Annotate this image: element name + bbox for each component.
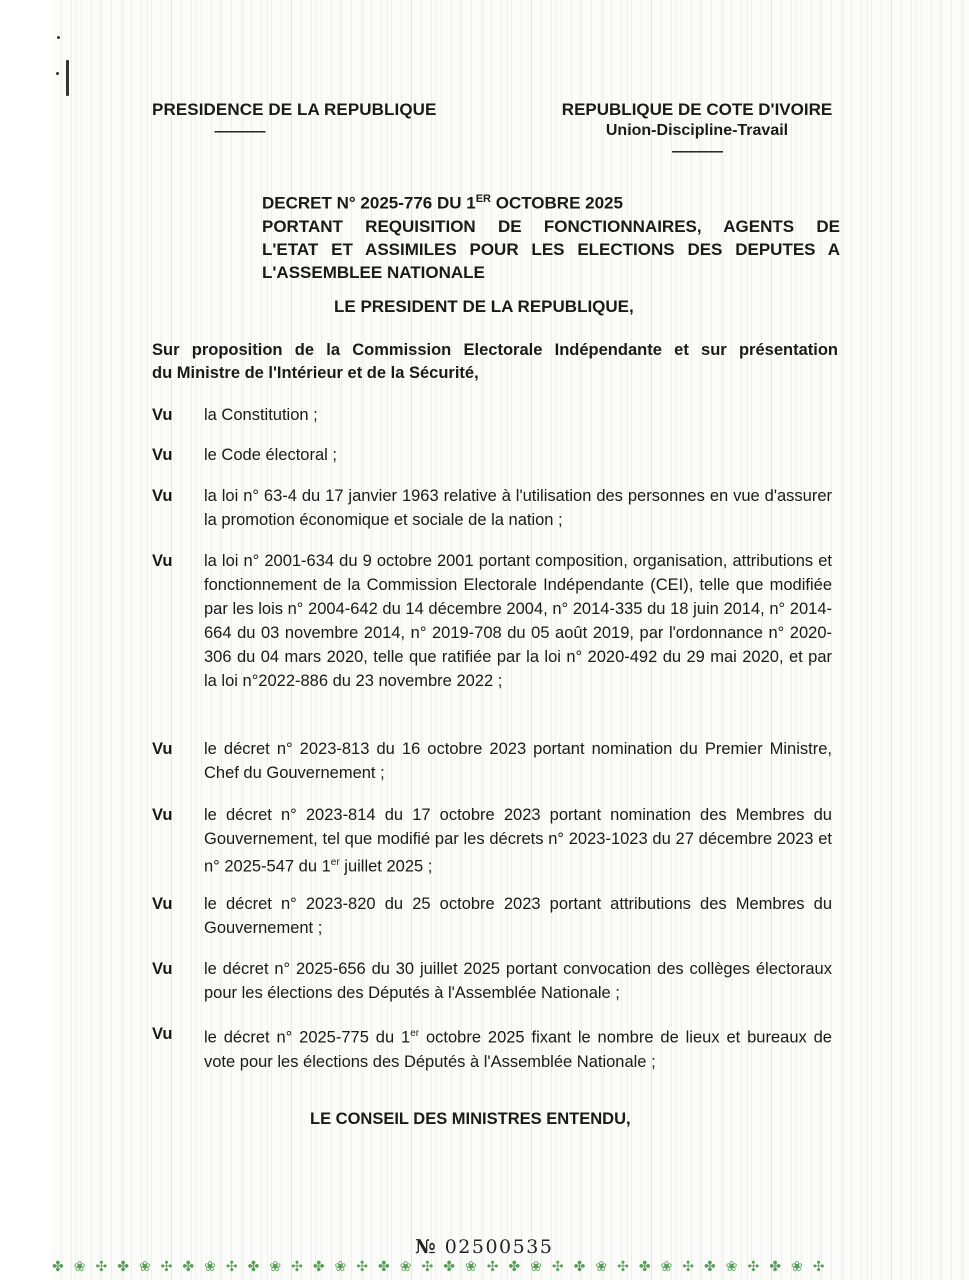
vu-text: le décret n° 2023-820 du 25 octobre 2023 portant attributions des Membres du Gouvernement ; — [204, 895, 832, 937]
ornament-icon: ✤ — [378, 1258, 390, 1274]
ornament-icon: ❀ — [660, 1258, 673, 1274]
ornament-icon: ✤ — [247, 1258, 260, 1274]
country-title: REPUBLIQUE DE COTE D'IVOIRE — [561, 100, 833, 119]
ornament-icon: ❀ — [334, 1258, 347, 1274]
decree-subject-line: L'ETAT ET ASSIMILES POUR LES ELECTIONS DES DEPUTES A — [262, 239, 840, 259]
proposition-paragraph: Sur proposition de la Commission Electorale Indépendante et sur présentation du Ministre de l'Intérieur et de la Sécurité, — [152, 341, 838, 382]
ornament-icon: ✣ — [95, 1258, 108, 1274]
serial-number — [415, 1236, 553, 1258]
president-heading: LE PRESIDENT DE LA REPUBLIQUE, — [334, 297, 634, 316]
vu-label: Vu — [152, 487, 173, 505]
ornament-icon: ❀ — [73, 1258, 86, 1274]
vu-item — [152, 484, 838, 532]
ornament-icon: ❀ — [595, 1258, 608, 1274]
vu-label: Vu — [152, 806, 173, 824]
council-heading: LE CONSEIL DES MINISTRES ENTENDU, — [310, 1110, 631, 1128]
vu-item — [152, 957, 838, 1005]
vu-item — [152, 803, 838, 879]
ornament-icon: ✤ — [769, 1258, 781, 1274]
vu-item — [152, 892, 838, 940]
ornament-icon: ❀ — [269, 1258, 282, 1274]
ornament-icon: ✣ — [356, 1258, 369, 1274]
ornament-icon: ✣ — [551, 1258, 564, 1274]
separator: ----------------- — [671, 144, 723, 158]
ornament-icon: ❀ — [725, 1258, 738, 1274]
vu-item — [152, 1022, 838, 1074]
vu-text: la Constitution ; — [204, 406, 318, 424]
ornament-icon: ✣ — [225, 1258, 238, 1274]
header-right — [552, 100, 842, 158]
ornament-icon: ❀ — [530, 1258, 542, 1274]
vu-label: Vu — [152, 960, 173, 978]
ornament-icon: ✤ — [573, 1258, 586, 1274]
vu-item — [152, 443, 838, 467]
vu-text: le décret n° 2023-813 du 16 octobre 2023 portant nomination du Premier Ministre, Chef du Gouvernement ; — [204, 740, 832, 782]
ornament-icon: ✣ — [421, 1258, 434, 1274]
issuer-title: PRESIDENCE DE LA REPUBLIQUE — [152, 100, 437, 119]
staple-mark — [66, 60, 69, 96]
decree-title — [262, 188, 840, 284]
ornament-icon: ✤ — [638, 1258, 651, 1274]
ornament-icon: ❀ — [138, 1258, 151, 1274]
separator: ----------------- — [214, 124, 265, 138]
ornament-icon: ✣ — [160, 1258, 173, 1274]
ornament-icon: ✤ — [117, 1258, 129, 1274]
vu-label: Vu — [152, 895, 173, 913]
vu-text: le Code électoral ; — [204, 446, 337, 464]
ornament-icon: ❀ — [204, 1258, 216, 1274]
vu-label: Vu — [152, 446, 173, 464]
vu-label: Vu — [152, 740, 173, 758]
scan-speck — [57, 36, 60, 39]
vu-text: le décret n° 2023-814 du 17 octobre 2023 portant nomination des Membres du Gouvernement, tel que modifié par les décrets n° 2023-1023 du 27 décembre 2023 et n° 2025-547 du 1er juillet 2025 ; — [204, 806, 832, 876]
ornament-icon: ✣ — [747, 1258, 760, 1274]
ornament-icon: ✤ — [508, 1258, 521, 1274]
decree-subject-line: L'ASSEMBLEE NATIONALE — [262, 262, 485, 282]
ornament-icon: ✤ — [704, 1258, 716, 1274]
header-left — [152, 100, 437, 138]
vu-label: Vu — [152, 406, 173, 424]
vu-item — [152, 737, 838, 785]
ornament-icon: ✤ — [182, 1258, 195, 1274]
ornament-icon: ❀ — [464, 1258, 477, 1274]
national-motto: Union-Discipline-Travail — [605, 122, 789, 139]
ornament-icon: ❀ — [790, 1258, 803, 1274]
decree-number-line: DECRET N° 2025-776 DU 1ER OCTOBRE 2025 — [262, 193, 623, 213]
numero-sign: № — [415, 1236, 438, 1258]
scan-speck — [56, 72, 59, 75]
vu-text: la loi n° 63-4 du 17 janvier 1963 relative à l'utilisation des personnes en vue d'assurer la promotion économique et sociale de la nation ; — [204, 487, 832, 529]
vu-item — [152, 549, 838, 693]
vu-text: la loi n° 2001-634 du 9 octobre 2001 portant composition, organisation, attributions et fonctionnement de la Commission Electorale Indépendante (CEI), telle que modifiée par les lois n° 2004-642 du 14 décembre 2004, n° 2014-335 du 18 juin 2014, n° 2014-664 du 03 novembre 2014, n° 2019-708 du 05 août 2019, par l'ordonnance n° 2020-306 du 04 mars 2020, telle que ratifiée par la loi n° 2020-492 du 29 mai 2020, et par la loi n°2022-886 du 23 novembre 2022 ; — [204, 552, 832, 690]
ornament-icon: ✣ — [617, 1258, 629, 1274]
ornament-icon: ✤ — [443, 1258, 455, 1274]
vu-text: le décret n° 2025-656 du 30 juillet 2025 portant convocation des collèges électoraux pour les élections des Députés à l'Assemblée Nationale ; — [204, 960, 832, 1002]
vu-label: Vu — [152, 552, 173, 570]
vu-item — [152, 403, 838, 427]
vu-text: le décret n° 2025-775 du 1er octobre 2025 fixant le nombre de lieux et bureaux de vote pour les élections des Députés à l'Assemblée Nationale ; — [204, 1028, 832, 1071]
ornament-icon: ✣ — [486, 1258, 499, 1274]
ornament-icon: ✣ — [682, 1258, 695, 1274]
ornament-icon: ✤ — [52, 1258, 64, 1274]
ornament-icon: ✤ — [312, 1258, 325, 1274]
vu-label: Vu — [152, 1025, 173, 1043]
security-border — [52, 1258, 969, 1280]
ornament-icon: ❀ — [399, 1258, 412, 1274]
decree-subject-line: PORTANT REQUISITION DE FONCTIONNAIRES, AGENTS DE — [262, 216, 840, 236]
ornament-icon: ✣ — [291, 1258, 303, 1274]
serial-value: 02500535 — [444, 1236, 554, 1258]
ornament-icon: ✣ — [812, 1258, 825, 1274]
